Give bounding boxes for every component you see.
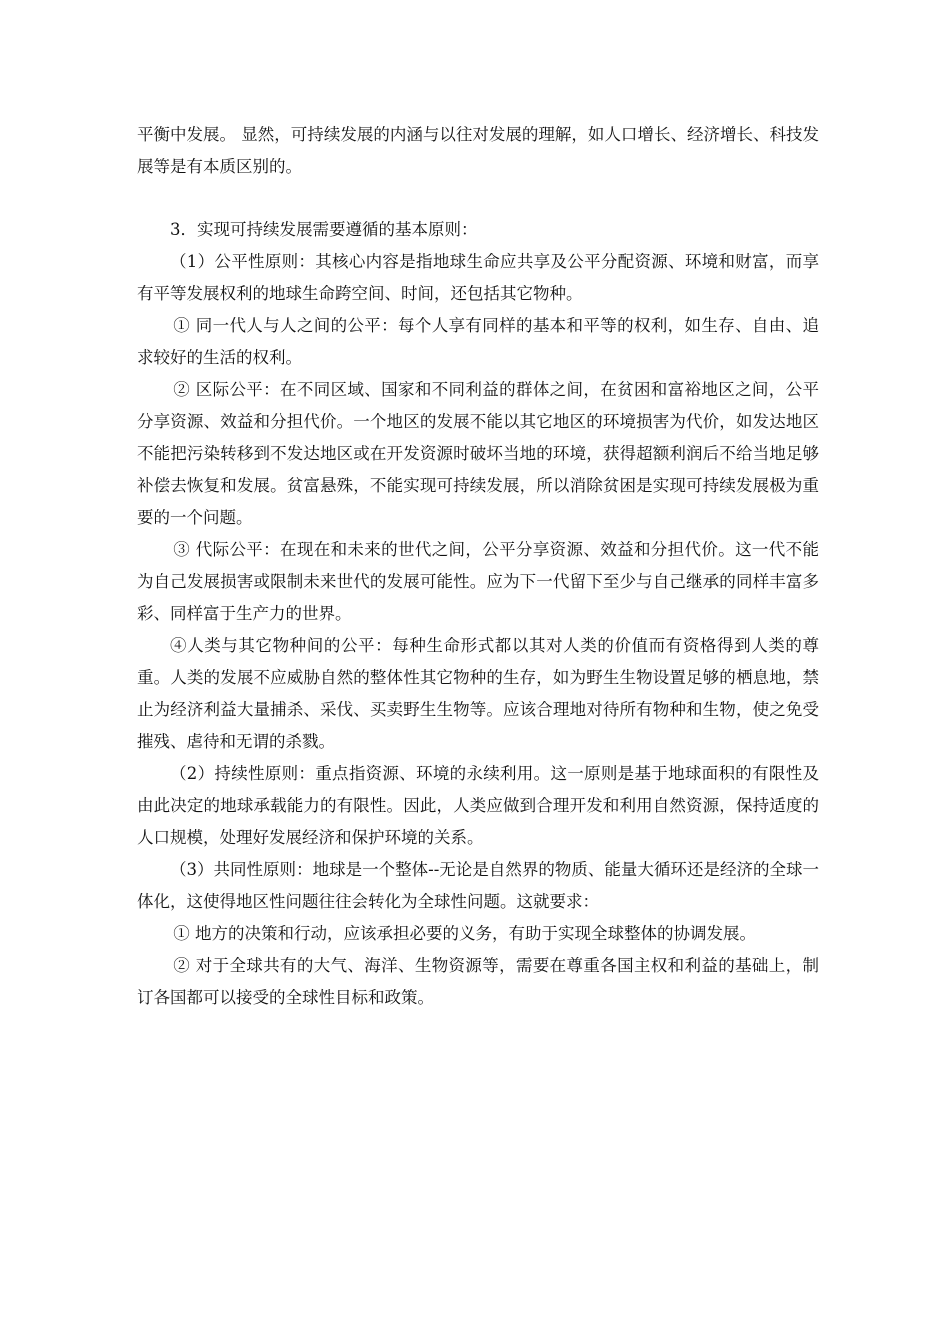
paragraph-fairness-principle: （1）公平性原则：其核心内容是指地球生命应共享及公平分配资源、环境和财富，而享有平等发展权利的地球生命跨空间、时间，还包括其它物种。: [137, 252, 819, 303]
paragraph-local-decisions: ① 地方的决策和行动，应该承担必要的义务，有助于实现全球整体的协调发展。: [173, 924, 757, 943]
paragraph-gap: [137, 183, 819, 214]
paragraph-intergenerational-fairness: ③ 代际公平：在现在和未来的世代之间，公平分享资源、效益和分担代价。这一代不能为自己发展损害或限制未来世代的发展可能性。应为下一代留下至少与自己继承的同样丰富多彩、同样富于生产力的世界。: [137, 540, 819, 623]
paragraph-sustainability-principle: （2）持续性原则：重点指资源、环境的永续利用。这一原则是基于地球面积的有限性及由此决定的地球承载能力的有限性。因此，人类应做到合理开发和利用自然资源，保持适度的人口规模，处理好发展经济和保护环境的关系。: [137, 764, 819, 847]
paragraph-interspecies-fairness: ④人类与其它物种间的公平：每种生命形式都以其对人类的价值而有资格得到人类的尊重。人类的发展不应威胁自然的整体性其它物种的生存，如为野生生物设置足够的栖息地，禁止为经济利益大量捕杀、采伐、买卖野生生物等。应该合理地对待所有物种和生物，使之免受摧残、虐待和无谓的杀戮。: [137, 636, 819, 751]
section-heading: 3．实现可持续发展需要遵循的基本原则：: [170, 220, 478, 239]
paragraph-intragenerational-fairness: ① 同一代人与人之间的公平：每个人享有同样的基本和平等的权利，如生存、自由、追求较好的生活的权利。: [137, 316, 819, 367]
paragraph-interregional-fairness: ② 区际公平：在不同区域、国家和不同利益的群体之间，在贫困和富裕地区之间，公平分享资源、效益和分担代价。一个地区的发展不能以其它地区的环境损害为代价，如发达地区不能把污染转移到不发达地区或在开发资源时破坏当地的环境，获得超额利润后不给当地足够补偿去恢复和发展。贫富悬殊，不能实现可持续发展，所以消除贫困是实现可持续发展极为重要的一个问题。: [137, 380, 819, 527]
paragraph-continuation: 平衡中发展。 显然，可持续发展的内涵与以往对发展的理解，如人口增长、经济增长、科技发展等是有本质区别的。: [137, 125, 819, 176]
document-body: [137, 119, 819, 1014]
paragraph-global-commons: ② 对于全球共有的大气、海洋、生物资源等，需要在尊重各国主权和利益的基础上，制订各国都可以接受的全球性目标和政策。: [137, 956, 819, 1007]
paragraph-commonality-principle: （3）共同性原则：地球是一个整体--无论是自然界的物质、能量大循环还是经济的全球一体化，这使得地区性问题往往会转化为全球性问题。这就要求：: [137, 860, 819, 911]
